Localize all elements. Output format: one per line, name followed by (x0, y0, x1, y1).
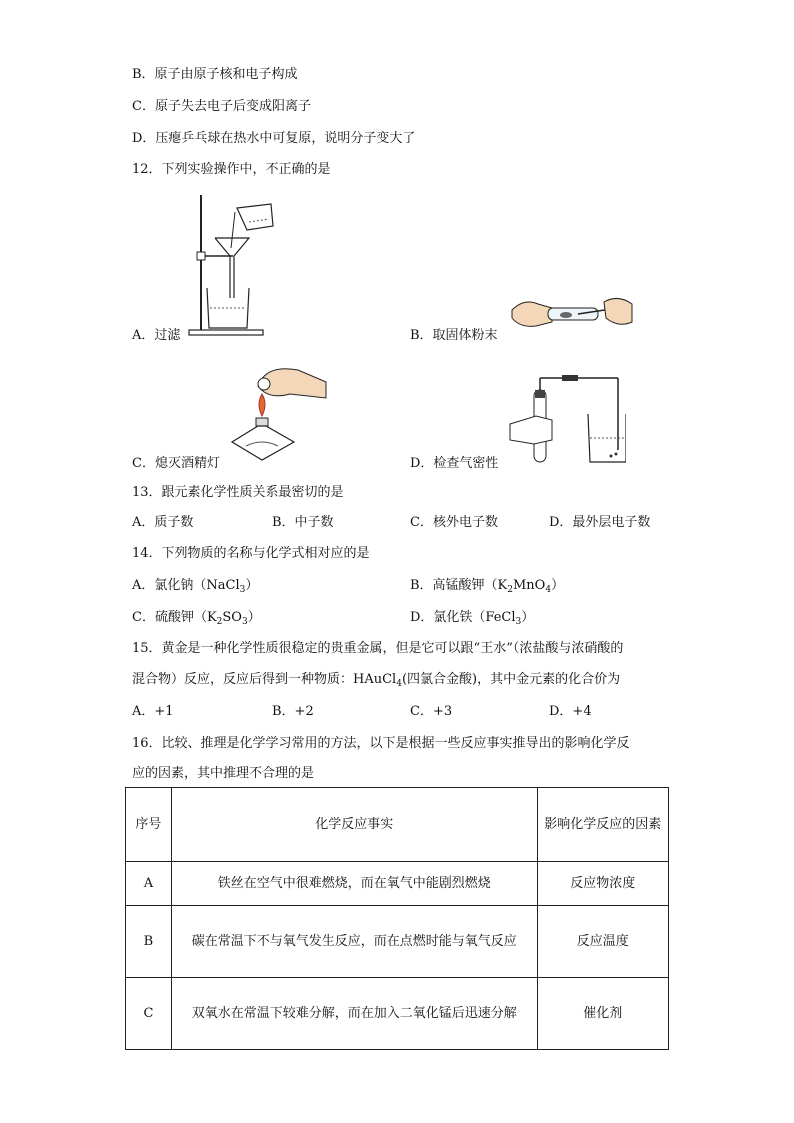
q12-option-d: D．检查气密性 (410, 456, 499, 471)
q15-option-b: B．+2 (272, 704, 314, 719)
row-index: C (126, 978, 172, 1050)
row-factor: 催化剂 (537, 978, 668, 1050)
row-index: B (126, 906, 172, 978)
q15-line1: 15．黄金是一种化学性质很稳定的贵重金属，但是它可以跟“王水”（浓盐酸与浓硝酸的 (132, 641, 624, 656)
q13-stem: 13．跟元素化学性质关系最密切的是 (132, 485, 344, 500)
q13-option-a: A．质子数 (132, 515, 194, 530)
table-row (126, 978, 669, 1050)
q11-option-b: B．原子由原子核和电子构成 (132, 67, 298, 82)
header-factor: 影响化学反应的因素 (537, 788, 668, 862)
q14-option-b: B．高锰酸钾$(K_2MnO_4)$ (410, 578, 565, 595)
q15-option-a: A．+1 (132, 704, 174, 719)
q15-option-d: D．+4 (549, 704, 592, 719)
q11-option-d: D．压瘪乒乓球在热水中可复原，说明分子变大了 (132, 131, 416, 146)
q12-option-c: C．熄灭酒精灯 (132, 456, 220, 471)
row-fact: 铁丝在空气中很难燃烧，而在氧气中能剧烈燃烧 (171, 862, 537, 906)
header-index: 序号 (126, 788, 172, 862)
q13-option-b: B．中子数 (272, 515, 334, 530)
row-factor: 反应物浓度 (537, 862, 668, 906)
q12-option-b: B．取固体粉末 (410, 328, 498, 343)
q14-option-c: C．硫酸钾$(K_2SO_3)$ (132, 610, 261, 627)
row-factor: 反应温度 (537, 906, 668, 978)
q12-stem: 12．下列实验操作中，不正确的是 (132, 162, 331, 177)
reaction-facts-table (125, 787, 669, 1050)
alcohol-lamp-figure (228, 360, 328, 464)
table-header-row (126, 788, 669, 862)
airtightness-figure (506, 370, 626, 470)
take-powder-figure (508, 288, 636, 336)
q13-option-d: D．最外层电子数 (549, 515, 651, 530)
table-row (126, 862, 669, 906)
row-fact: 双氧水在常温下较难分解，而在加入二氧化锰后迅速分解 (171, 978, 537, 1050)
q15-line2: 混合物）反应，反应后得到一种物质：HAuCl$_4$(四氯合金酸)，其中金元素的化合价为 (132, 672, 621, 689)
q12-option-a: A．过滤 (132, 328, 181, 343)
row-fact: 碳在常温下不与氧气发生反应，而在点燃时能与氧气反应 (171, 906, 537, 978)
q13-option-c: C．核外电子数 (410, 515, 498, 530)
q14-option-a: A．氯化钠（NaCl$_3$） (132, 578, 259, 595)
q14-option-d: D．氯化铁（FeCl$_3$） (410, 610, 535, 627)
header-fact: 化学反应事实 (171, 788, 537, 862)
q16-line1: 16．比较、推理是化学学习常用的方法，以下是根据一些反应事实推导出的影响化学反 (132, 736, 630, 751)
table-row (126, 906, 669, 978)
q14-stem: 14．下列物质的名称与化学式相对应的是 (132, 546, 370, 561)
filtration-figure (185, 190, 280, 340)
row-index: A (126, 862, 172, 906)
q11-option-c: C．原子失去电子后变成阳离子 (132, 99, 311, 114)
q15-option-c: C．+3 (410, 704, 453, 719)
q16-line2: 应的因素，其中推理不合理的是 (132, 766, 315, 781)
